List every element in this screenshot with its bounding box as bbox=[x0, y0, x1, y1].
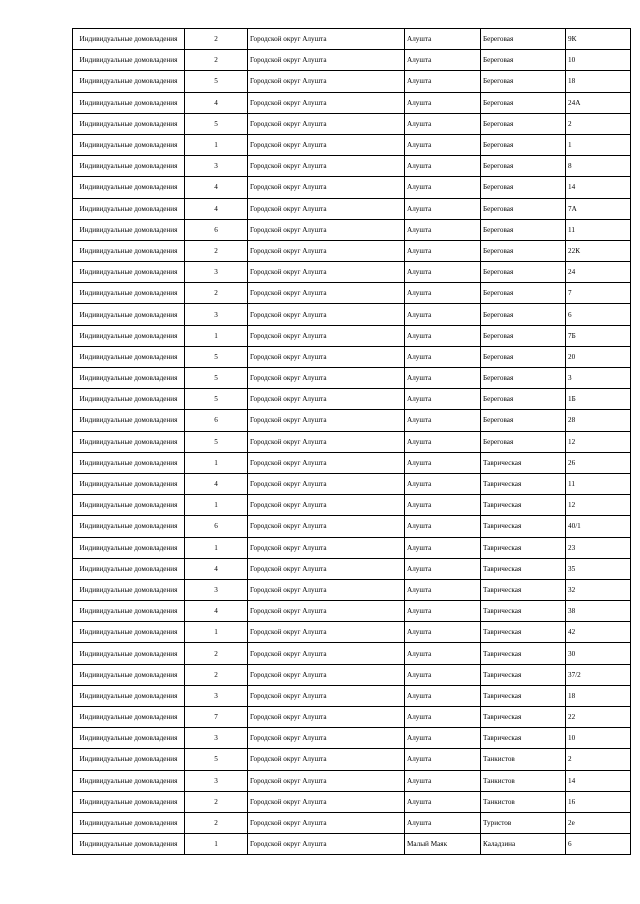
cell-housing-type: Индивидуальные домовладения bbox=[73, 325, 185, 346]
cell-municipal-district: Городской округ Алушта bbox=[248, 812, 405, 833]
cell-settlement: Алушта bbox=[405, 325, 481, 346]
cell-house-number: 7А bbox=[566, 198, 631, 219]
cell-quantity: 1 bbox=[185, 134, 248, 155]
cell-house-number: 9К bbox=[566, 29, 631, 50]
cell-municipal-district: Городской округ Алушта bbox=[248, 156, 405, 177]
cell-quantity: 3 bbox=[185, 156, 248, 177]
cell-settlement: Алушта bbox=[405, 156, 481, 177]
table-row bbox=[73, 791, 631, 812]
cell-municipal-district: Городской округ Алушта bbox=[248, 431, 405, 452]
table-row bbox=[73, 240, 631, 261]
table-row bbox=[73, 283, 631, 304]
cell-settlement: Алушта bbox=[405, 29, 481, 50]
cell-municipal-district: Городской округ Алушта bbox=[248, 29, 405, 50]
cell-housing-type: Индивидуальные домовладения bbox=[73, 495, 185, 516]
cell-housing-type: Индивидуальные домовладения bbox=[73, 473, 185, 494]
cell-housing-type: Индивидуальные домовладения bbox=[73, 368, 185, 389]
cell-housing-type: Индивидуальные домовладения bbox=[73, 431, 185, 452]
cell-street: Таврическая bbox=[481, 516, 566, 537]
cell-quantity: 2 bbox=[185, 791, 248, 812]
table-row bbox=[73, 113, 631, 134]
cell-settlement: Алушта bbox=[405, 749, 481, 770]
cell-settlement: Алушта bbox=[405, 219, 481, 240]
cell-municipal-district: Городской округ Алушта bbox=[248, 516, 405, 537]
cell-house-number: 28 bbox=[566, 410, 631, 431]
cell-street: Береговая bbox=[481, 29, 566, 50]
cell-municipal-district: Городской округ Алушта bbox=[248, 92, 405, 113]
table-row bbox=[73, 368, 631, 389]
cell-street: Танкистов bbox=[481, 749, 566, 770]
cell-settlement: Алушта bbox=[405, 134, 481, 155]
cell-quantity: 4 bbox=[185, 177, 248, 198]
cell-quantity: 5 bbox=[185, 749, 248, 770]
cell-quantity: 1 bbox=[185, 622, 248, 643]
cell-municipal-district: Городской округ Алушта bbox=[248, 749, 405, 770]
cell-house-number: 18 bbox=[566, 685, 631, 706]
cell-housing-type: Индивидуальные домовладения bbox=[73, 198, 185, 219]
cell-municipal-district: Городской округ Алушта bbox=[248, 304, 405, 325]
cell-municipal-district: Городской округ Алушта bbox=[248, 707, 405, 728]
cell-street: Береговая bbox=[481, 177, 566, 198]
cell-settlement: Алушта bbox=[405, 558, 481, 579]
cell-settlement: Алушта bbox=[405, 346, 481, 367]
cell-municipal-district: Городской округ Алушта bbox=[248, 50, 405, 71]
cell-housing-type: Индивидуальные домовладения bbox=[73, 812, 185, 833]
cell-housing-type: Индивидуальные домовладения bbox=[73, 156, 185, 177]
cell-house-number: 10 bbox=[566, 50, 631, 71]
cell-quantity: 5 bbox=[185, 368, 248, 389]
table-row bbox=[73, 92, 631, 113]
cell-street: Береговая bbox=[481, 240, 566, 261]
cell-street: Береговая bbox=[481, 410, 566, 431]
cell-housing-type: Индивидуальные домовладения bbox=[73, 834, 185, 855]
table-row bbox=[73, 156, 631, 177]
cell-house-number: 2е bbox=[566, 812, 631, 833]
cell-settlement: Алушта bbox=[405, 516, 481, 537]
cell-municipal-district: Городской округ Алушта bbox=[248, 664, 405, 685]
cell-housing-type: Индивидуальные домовладения bbox=[73, 50, 185, 71]
cell-housing-type: Индивидуальные домовладения bbox=[73, 29, 185, 50]
table-row bbox=[73, 431, 631, 452]
cell-settlement: Алушта bbox=[405, 622, 481, 643]
cell-street: Танкистов bbox=[481, 791, 566, 812]
cell-quantity: 5 bbox=[185, 389, 248, 410]
cell-street: Береговая bbox=[481, 50, 566, 71]
cell-quantity: 2 bbox=[185, 29, 248, 50]
cell-house-number: 23 bbox=[566, 537, 631, 558]
table-row bbox=[73, 558, 631, 579]
cell-street: Береговая bbox=[481, 198, 566, 219]
cell-street: Таврическая bbox=[481, 495, 566, 516]
cell-street: Каладзина bbox=[481, 834, 566, 855]
cell-house-number: 1 bbox=[566, 134, 631, 155]
table-row bbox=[73, 262, 631, 283]
cell-settlement: Алушта bbox=[405, 50, 481, 71]
cell-settlement: Малый Маяк bbox=[405, 834, 481, 855]
cell-settlement: Алушта bbox=[405, 71, 481, 92]
cell-quantity: 5 bbox=[185, 346, 248, 367]
cell-quantity: 3 bbox=[185, 262, 248, 283]
cell-municipal-district: Городской округ Алушта bbox=[248, 452, 405, 473]
cell-quantity: 7 bbox=[185, 707, 248, 728]
cell-house-number: 20 bbox=[566, 346, 631, 367]
cell-settlement: Алушта bbox=[405, 537, 481, 558]
cell-municipal-district: Городской округ Алушта bbox=[248, 177, 405, 198]
cell-municipal-district: Городской округ Алушта bbox=[248, 283, 405, 304]
table-row bbox=[73, 29, 631, 50]
cell-settlement: Алушта bbox=[405, 495, 481, 516]
cell-settlement: Алушта bbox=[405, 770, 481, 791]
cell-municipal-district: Городской округ Алушта bbox=[248, 346, 405, 367]
cell-settlement: Алушта bbox=[405, 177, 481, 198]
cell-quantity: 6 bbox=[185, 219, 248, 240]
cell-housing-type: Индивидуальные домовладения bbox=[73, 707, 185, 728]
cell-house-number: 26 bbox=[566, 452, 631, 473]
table-row bbox=[73, 219, 631, 240]
cell-street: Береговая bbox=[481, 219, 566, 240]
cell-street: Туристов bbox=[481, 812, 566, 833]
cell-house-number: 38 bbox=[566, 601, 631, 622]
cell-house-number: 7 bbox=[566, 283, 631, 304]
cell-municipal-district: Городской округ Алушта bbox=[248, 198, 405, 219]
cell-housing-type: Индивидуальные домовладения bbox=[73, 643, 185, 664]
cell-municipal-district: Городской округ Алушта bbox=[248, 368, 405, 389]
cell-settlement: Алушта bbox=[405, 92, 481, 113]
cell-housing-type: Индивидуальные домовладения bbox=[73, 770, 185, 791]
cell-house-number: 11 bbox=[566, 219, 631, 240]
cell-municipal-district: Городской округ Алушта bbox=[248, 834, 405, 855]
cell-housing-type: Индивидуальные домовладения bbox=[73, 92, 185, 113]
table-row bbox=[73, 473, 631, 494]
cell-housing-type: Индивидуальные домовладения bbox=[73, 262, 185, 283]
cell-quantity: 6 bbox=[185, 410, 248, 431]
cell-street: Береговая bbox=[481, 431, 566, 452]
cell-municipal-district: Городской округ Алушта bbox=[248, 728, 405, 749]
table-row bbox=[73, 537, 631, 558]
cell-house-number: 30 bbox=[566, 643, 631, 664]
cell-municipal-district: Городской округ Алушта bbox=[248, 643, 405, 664]
cell-housing-type: Индивидуальные домовладения bbox=[73, 346, 185, 367]
cell-street: Береговая bbox=[481, 262, 566, 283]
cell-street: Береговая bbox=[481, 304, 566, 325]
cell-street: Таврическая bbox=[481, 643, 566, 664]
table-row bbox=[73, 812, 631, 833]
cell-municipal-district: Городской округ Алушта bbox=[248, 134, 405, 155]
table-row bbox=[73, 389, 631, 410]
cell-settlement: Алушта bbox=[405, 304, 481, 325]
cell-house-number: 6 bbox=[566, 304, 631, 325]
cell-quantity: 6 bbox=[185, 516, 248, 537]
table-row bbox=[73, 728, 631, 749]
cell-settlement: Алушта bbox=[405, 198, 481, 219]
cell-house-number: 40/1 bbox=[566, 516, 631, 537]
cell-quantity: 4 bbox=[185, 198, 248, 219]
cell-quantity: 3 bbox=[185, 579, 248, 600]
cell-settlement: Алушта bbox=[405, 707, 481, 728]
cell-housing-type: Индивидуальные домовладения bbox=[73, 537, 185, 558]
cell-street: Таврическая bbox=[481, 707, 566, 728]
cell-street: Таврическая bbox=[481, 558, 566, 579]
cell-quantity: 2 bbox=[185, 50, 248, 71]
cell-house-number: 7Б bbox=[566, 325, 631, 346]
cell-house-number: 16 bbox=[566, 791, 631, 812]
cell-municipal-district: Городской округ Алушта bbox=[248, 791, 405, 812]
cell-settlement: Алушта bbox=[405, 113, 481, 134]
cell-street: Таврическая bbox=[481, 579, 566, 600]
cell-municipal-district: Городской округ Алушта bbox=[248, 219, 405, 240]
cell-street: Таврическая bbox=[481, 728, 566, 749]
cell-housing-type: Индивидуальные домовладения bbox=[73, 71, 185, 92]
cell-street: Таврическая bbox=[481, 537, 566, 558]
cell-house-number: 22К bbox=[566, 240, 631, 261]
cell-quantity: 3 bbox=[185, 728, 248, 749]
table-row bbox=[73, 495, 631, 516]
table-row bbox=[73, 643, 631, 664]
cell-settlement: Алушта bbox=[405, 262, 481, 283]
cell-street: Береговая bbox=[481, 346, 566, 367]
cell-street: Таврическая bbox=[481, 685, 566, 706]
cell-house-number: 12 bbox=[566, 431, 631, 452]
cell-municipal-district: Городской округ Алушта bbox=[248, 495, 405, 516]
table-body bbox=[73, 29, 631, 855]
cell-settlement: Алушта bbox=[405, 728, 481, 749]
cell-house-number: 32 bbox=[566, 579, 631, 600]
cell-settlement: Алушта bbox=[405, 791, 481, 812]
cell-street: Береговая bbox=[481, 368, 566, 389]
cell-municipal-district: Городской округ Алушта bbox=[248, 601, 405, 622]
table-row bbox=[73, 177, 631, 198]
cell-housing-type: Индивидуальные домовладения bbox=[73, 622, 185, 643]
cell-municipal-district: Городской округ Алушта bbox=[248, 579, 405, 600]
cell-street: Таврическая bbox=[481, 664, 566, 685]
cell-quantity: 2 bbox=[185, 643, 248, 664]
cell-housing-type: Индивидуальные домовладения bbox=[73, 749, 185, 770]
cell-settlement: Алушта bbox=[405, 389, 481, 410]
cell-housing-type: Индивидуальные домовладения bbox=[73, 177, 185, 198]
cell-street: Береговая bbox=[481, 283, 566, 304]
table-row bbox=[73, 410, 631, 431]
cell-quantity: 4 bbox=[185, 92, 248, 113]
cell-house-number: 8 bbox=[566, 156, 631, 177]
cell-house-number: 18 bbox=[566, 71, 631, 92]
cell-street: Танкистов bbox=[481, 770, 566, 791]
cell-municipal-district: Городской округ Алушта bbox=[248, 113, 405, 134]
table-row bbox=[73, 749, 631, 770]
cell-housing-type: Индивидуальные домовладения bbox=[73, 134, 185, 155]
cell-housing-type: Индивидуальные домовладения bbox=[73, 558, 185, 579]
cell-housing-type: Индивидуальные домовладения bbox=[73, 791, 185, 812]
cell-quantity: 3 bbox=[185, 304, 248, 325]
table-row bbox=[73, 601, 631, 622]
cell-settlement: Алушта bbox=[405, 643, 481, 664]
cell-municipal-district: Городской округ Алушта bbox=[248, 262, 405, 283]
cell-housing-type: Индивидуальные домовладения bbox=[73, 219, 185, 240]
cell-quantity: 1 bbox=[185, 452, 248, 473]
cell-quantity: 3 bbox=[185, 685, 248, 706]
cell-housing-type: Индивидуальные домовладения bbox=[73, 452, 185, 473]
cell-housing-type: Индивидуальные домовладения bbox=[73, 601, 185, 622]
table-row bbox=[73, 452, 631, 473]
table-row bbox=[73, 346, 631, 367]
cell-street: Таврическая bbox=[481, 473, 566, 494]
cell-housing-type: Индивидуальные домовладения bbox=[73, 664, 185, 685]
cell-housing-type: Индивидуальные домовладения bbox=[73, 113, 185, 134]
table-row bbox=[73, 71, 631, 92]
cell-house-number: 22 bbox=[566, 707, 631, 728]
cell-municipal-district: Городской округ Алушта bbox=[248, 685, 405, 706]
cell-quantity: 3 bbox=[185, 770, 248, 791]
table-row bbox=[73, 325, 631, 346]
cell-municipal-district: Городской округ Алушта bbox=[248, 622, 405, 643]
cell-street: Таврическая bbox=[481, 452, 566, 473]
cell-municipal-district: Городской округ Алушта bbox=[248, 558, 405, 579]
cell-settlement: Алушта bbox=[405, 812, 481, 833]
table-row bbox=[73, 198, 631, 219]
cell-settlement: Алушта bbox=[405, 685, 481, 706]
cell-housing-type: Индивидуальные домовладения bbox=[73, 516, 185, 537]
cell-municipal-district: Городской округ Алушта bbox=[248, 410, 405, 431]
household-registry-table bbox=[72, 28, 631, 855]
cell-settlement: Алушта bbox=[405, 240, 481, 261]
cell-housing-type: Индивидуальные домовладения bbox=[73, 410, 185, 431]
cell-housing-type: Индивидуальные домовладения bbox=[73, 728, 185, 749]
cell-quantity: 2 bbox=[185, 812, 248, 833]
cell-house-number: 11 bbox=[566, 473, 631, 494]
cell-settlement: Алушта bbox=[405, 410, 481, 431]
cell-street: Береговая bbox=[481, 156, 566, 177]
cell-settlement: Алушта bbox=[405, 664, 481, 685]
cell-quantity: 1 bbox=[185, 834, 248, 855]
cell-street: Береговая bbox=[481, 389, 566, 410]
cell-street: Таврическая bbox=[481, 601, 566, 622]
table-row bbox=[73, 770, 631, 791]
table-row bbox=[73, 664, 631, 685]
table-row bbox=[73, 579, 631, 600]
cell-municipal-district: Городской округ Алушта bbox=[248, 537, 405, 558]
cell-housing-type: Индивидуальные домовладения bbox=[73, 283, 185, 304]
cell-street: Береговая bbox=[481, 325, 566, 346]
table-row bbox=[73, 685, 631, 706]
cell-quantity: 1 bbox=[185, 325, 248, 346]
cell-settlement: Алушта bbox=[405, 452, 481, 473]
cell-street: Таврическая bbox=[481, 622, 566, 643]
cell-house-number: 24 bbox=[566, 262, 631, 283]
cell-housing-type: Индивидуальные домовладения bbox=[73, 685, 185, 706]
cell-house-number: 6 bbox=[566, 834, 631, 855]
cell-street: Береговая bbox=[481, 92, 566, 113]
cell-quantity: 1 bbox=[185, 537, 248, 558]
cell-house-number: 35 bbox=[566, 558, 631, 579]
cell-house-number: 2 bbox=[566, 749, 631, 770]
cell-street: Береговая bbox=[481, 71, 566, 92]
table-row bbox=[73, 834, 631, 855]
cell-quantity: 4 bbox=[185, 601, 248, 622]
cell-quantity: 5 bbox=[185, 71, 248, 92]
table-row bbox=[73, 516, 631, 537]
table-row bbox=[73, 134, 631, 155]
table-row bbox=[73, 622, 631, 643]
cell-street: Береговая bbox=[481, 134, 566, 155]
cell-municipal-district: Городской округ Алушта bbox=[248, 389, 405, 410]
cell-settlement: Алушта bbox=[405, 283, 481, 304]
cell-quantity: 1 bbox=[185, 495, 248, 516]
cell-quantity: 2 bbox=[185, 240, 248, 261]
cell-house-number: 3 bbox=[566, 368, 631, 389]
cell-settlement: Алушта bbox=[405, 431, 481, 452]
cell-settlement: Алушта bbox=[405, 579, 481, 600]
cell-housing-type: Индивидуальные домовладения bbox=[73, 304, 185, 325]
cell-quantity: 2 bbox=[185, 664, 248, 685]
cell-housing-type: Индивидуальные домовладения bbox=[73, 579, 185, 600]
cell-municipal-district: Городской округ Алушта bbox=[248, 71, 405, 92]
cell-settlement: Алушта bbox=[405, 473, 481, 494]
cell-municipal-district: Городской округ Алушта bbox=[248, 325, 405, 346]
cell-house-number: 37/2 bbox=[566, 664, 631, 685]
cell-house-number: 12 bbox=[566, 495, 631, 516]
cell-settlement: Алушта bbox=[405, 601, 481, 622]
cell-housing-type: Индивидуальные домовладения bbox=[73, 240, 185, 261]
cell-quantity: 4 bbox=[185, 473, 248, 494]
table-row bbox=[73, 707, 631, 728]
cell-settlement: Алушта bbox=[405, 368, 481, 389]
cell-municipal-district: Городской округ Алушта bbox=[248, 240, 405, 261]
cell-house-number: 14 bbox=[566, 770, 631, 791]
cell-quantity: 2 bbox=[185, 283, 248, 304]
cell-housing-type: Индивидуальные домовладения bbox=[73, 389, 185, 410]
cell-quantity: 5 bbox=[185, 431, 248, 452]
cell-quantity: 5 bbox=[185, 113, 248, 134]
cell-house-number: 10 bbox=[566, 728, 631, 749]
cell-municipal-district: Городской округ Алушта bbox=[248, 770, 405, 791]
cell-house-number: 42 bbox=[566, 622, 631, 643]
cell-house-number: 24А bbox=[566, 92, 631, 113]
table-row bbox=[73, 50, 631, 71]
cell-house-number: 1Б bbox=[566, 389, 631, 410]
table-row bbox=[73, 304, 631, 325]
cell-quantity: 4 bbox=[185, 558, 248, 579]
cell-house-number: 14 bbox=[566, 177, 631, 198]
cell-municipal-district: Городской округ Алушта bbox=[248, 473, 405, 494]
cell-street: Береговая bbox=[481, 113, 566, 134]
cell-house-number: 2 bbox=[566, 113, 631, 134]
